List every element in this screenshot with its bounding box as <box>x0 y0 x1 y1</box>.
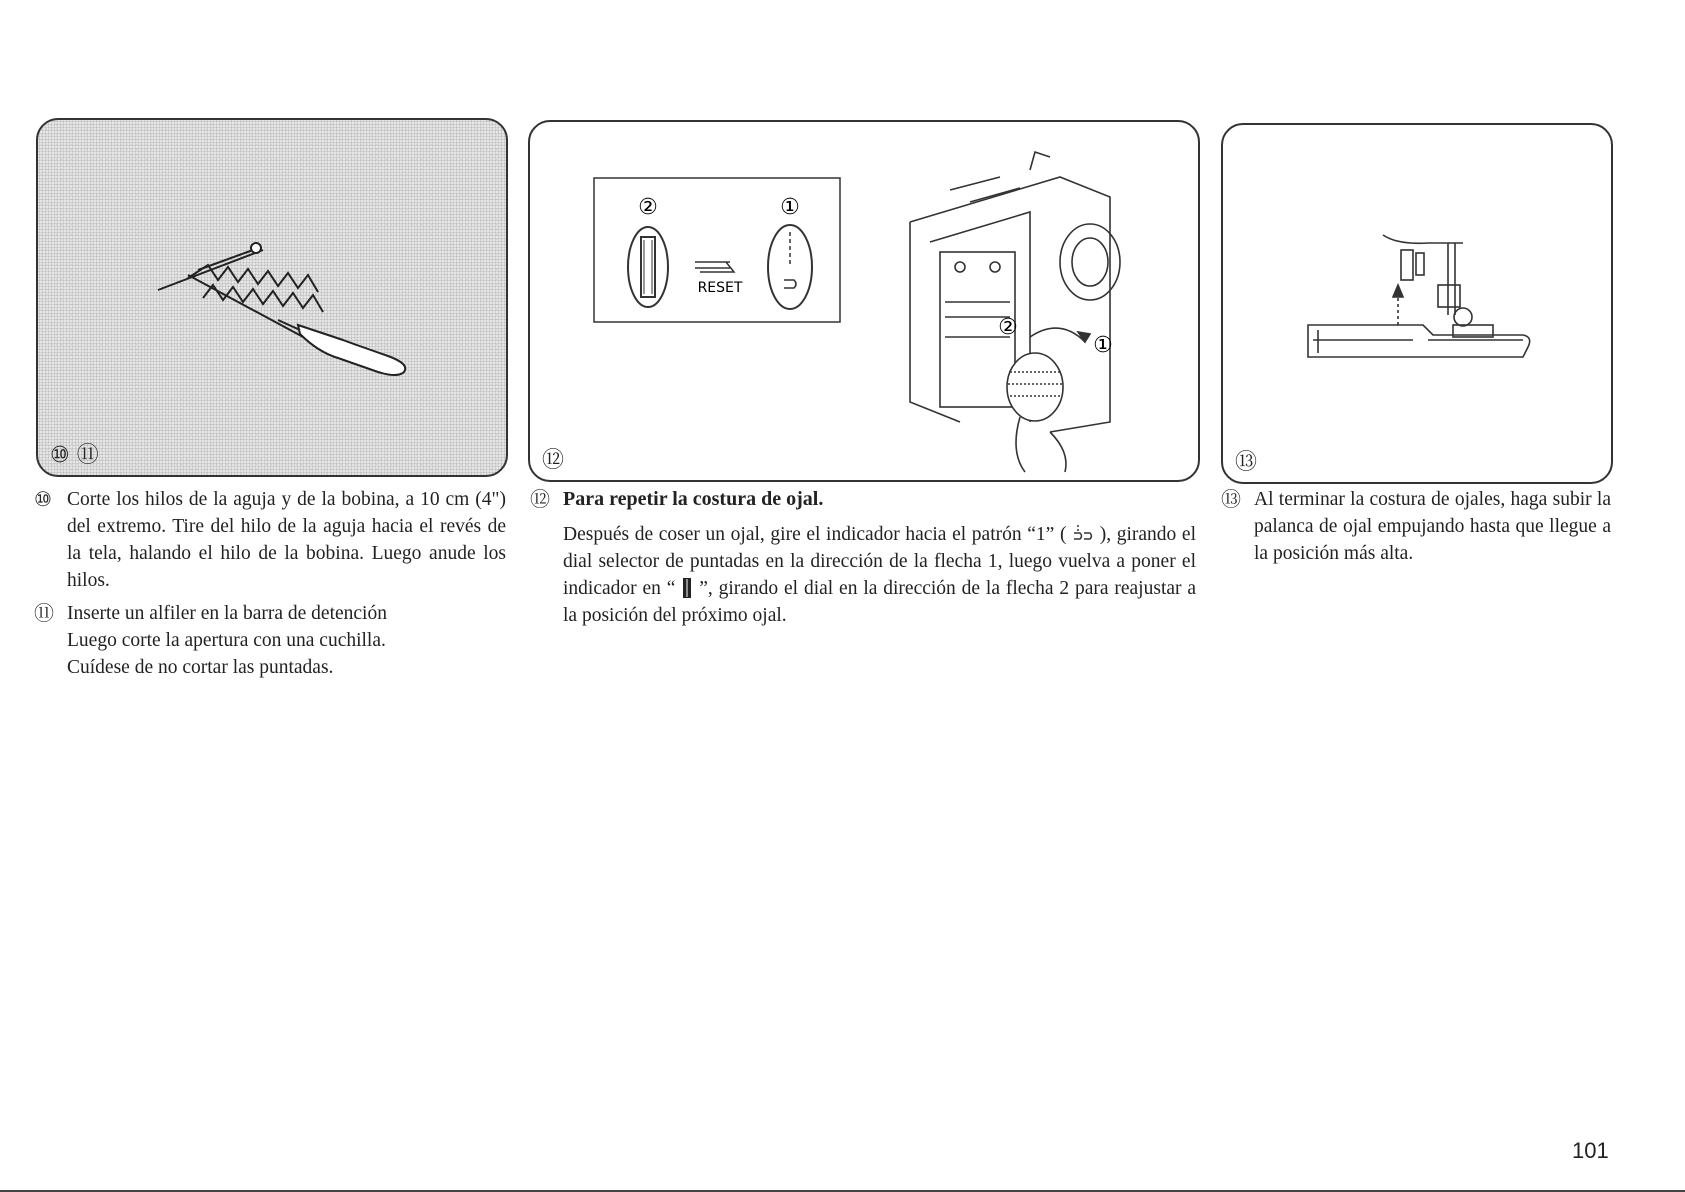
illustration-panel-buttonhole-lever <box>1221 123 1613 484</box>
stitch-dial-illustration <box>530 122 1198 480</box>
reset-label: RESET <box>697 280 743 296</box>
illustration-panel-repeat-buttonhole <box>528 120 1200 482</box>
step-12-text-part-c: ”, girando el dial en la dirección de la flecha 2 para reajustar a la posición del próximo ojal. <box>563 578 1197 626</box>
inset-mark-2: ② <box>638 195 658 220</box>
machine-body-drawing <box>910 152 1120 472</box>
instruction-column-2 <box>530 486 1196 629</box>
instruction-column-3 <box>1221 486 1611 567</box>
dial-mark-1: ① <box>1093 333 1113 358</box>
step-11-line-1: Inserte un alfiler en la barra de detención <box>67 603 387 624</box>
seam-ripper-illustration <box>38 120 506 475</box>
buttonhole-start-symbol-icon <box>681 577 693 599</box>
step-10-text: Corte los hilos de la aguja y de la bobina, a 10 cm (4") del extremo. Tire del hilo de la aguja hacia el revés de la tela, halando el hilo de la bobina. Luego anude los hilos. <box>67 489 506 591</box>
step-12-heading-row <box>530 486 1196 513</box>
step-12-text <box>530 521 1196 629</box>
step-10 <box>34 486 506 594</box>
step-13 <box>1221 486 1611 567</box>
step-12-text-part-b: ), girando el dial selector de puntadas en la dirección de la flecha 1, luego vuelva a poner el indicador en “ <box>563 524 1197 599</box>
step-10-marker: ⑩ <box>34 487 52 511</box>
step-11-marker: ⑪ <box>34 601 54 625</box>
page-number: 101 <box>1572 1138 1609 1163</box>
buttonhole-lever-illustration <box>1223 125 1611 482</box>
step-13-text: Al terminar la costura de ojales, haga subir la palanca de ojal empujando hasta que llegue a la posición más alta. <box>1254 489 1611 564</box>
step-13-marker: ⑬ <box>1221 487 1241 511</box>
pattern-1-symbol-icon <box>1072 524 1094 542</box>
panel-reference-label: ⑬ <box>1235 450 1258 475</box>
step-11 <box>34 600 506 681</box>
step-12-text-part-a: Después de coser un ojal, gire el indicador hacia el patrón “1” ( <box>563 524 1067 545</box>
dial-mark-2: ② <box>998 315 1018 340</box>
inset-mark-1: ① <box>780 195 800 220</box>
panel-reference-label: ⑫ <box>542 448 565 473</box>
step-12-marker: ⑫ <box>530 487 550 511</box>
pattern-indicator-inset <box>594 178 840 322</box>
illustration-panel-cut-threads <box>36 118 508 477</box>
step-11-line-2: Luego corte la apertura con una cuchilla. <box>67 630 386 651</box>
panel-reference-label: ⑩ ⑪ <box>50 443 99 468</box>
instruction-column-1 <box>34 486 506 681</box>
step-12-heading: Para repetir la costura de ojal. <box>563 488 824 510</box>
step-11-line-3: Cuídese de no cortar las puntadas. <box>67 657 334 678</box>
